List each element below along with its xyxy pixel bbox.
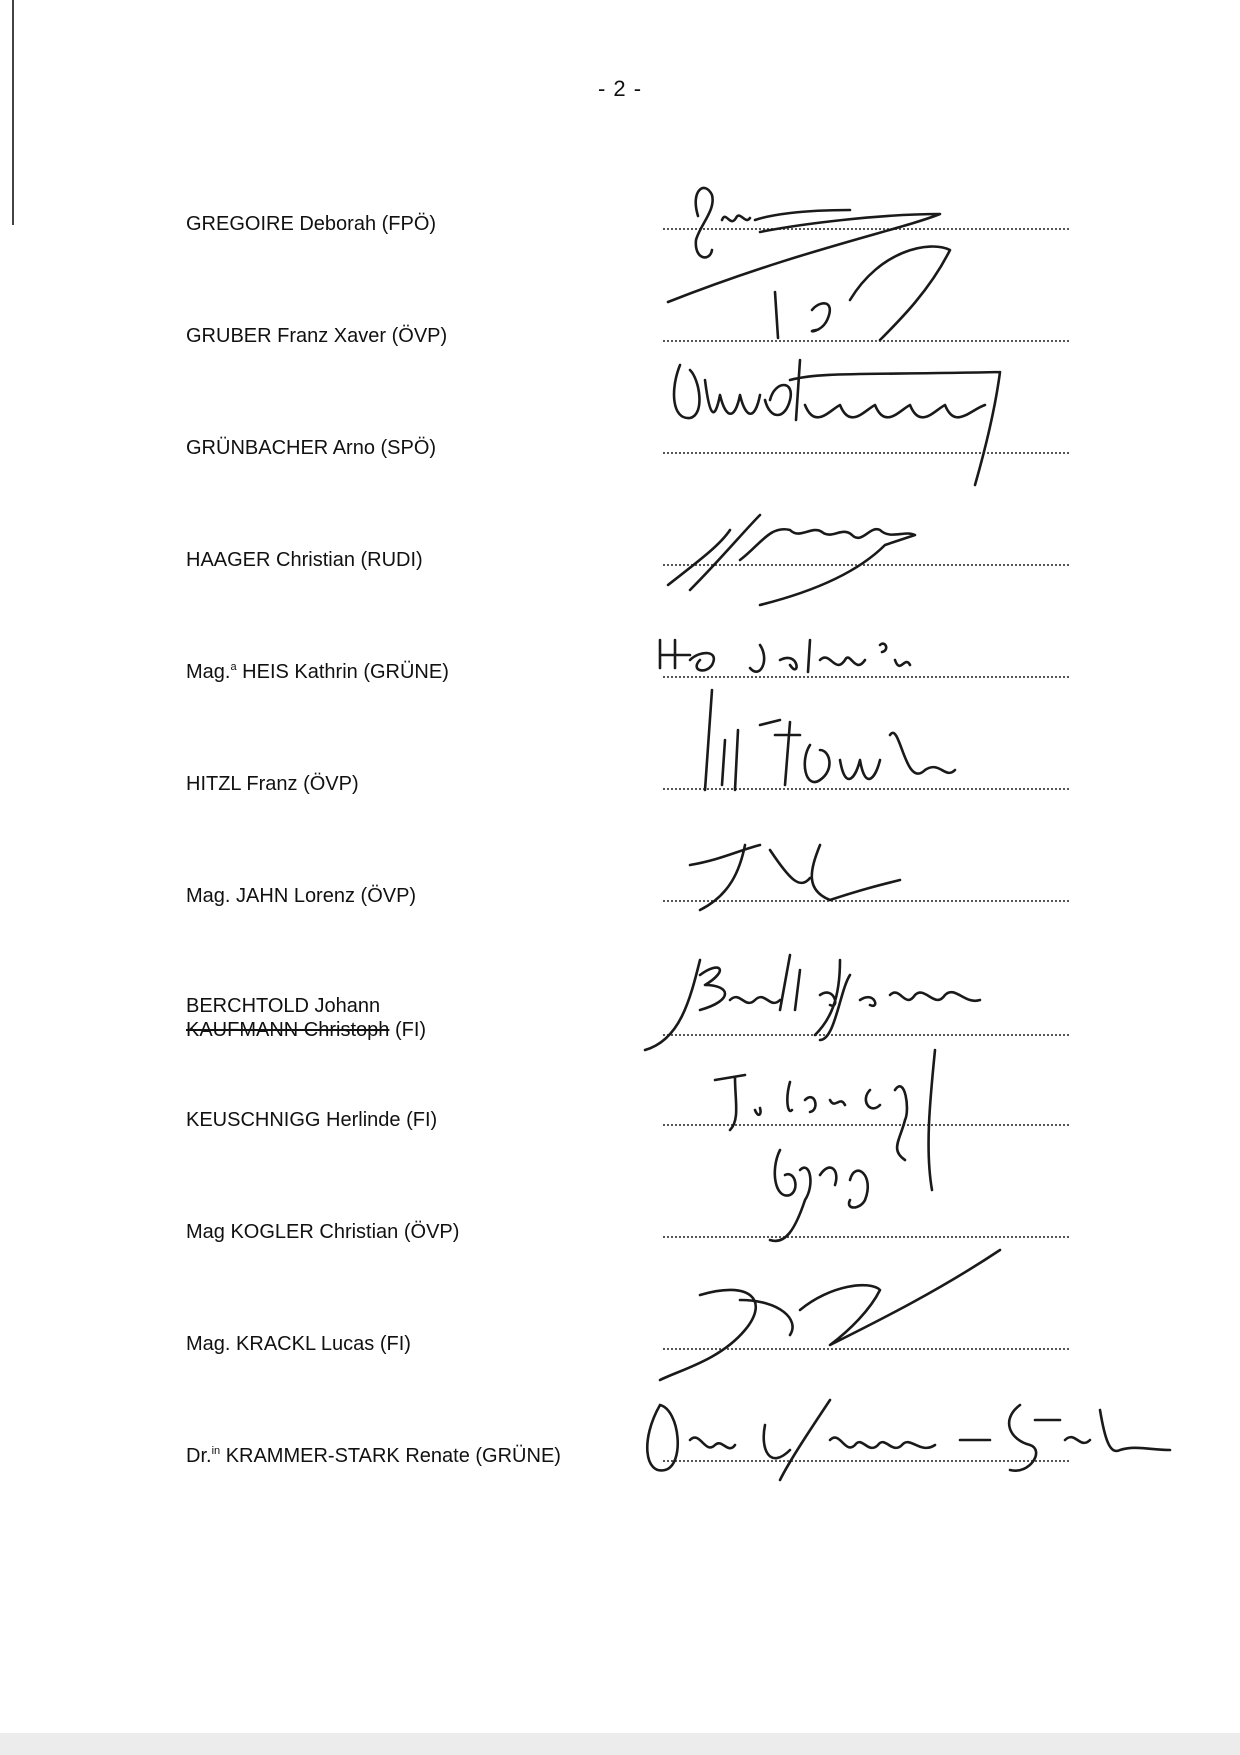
signatory-row [0, 196, 1240, 236]
signatory-name: Dr.$^{in}$ KRAMMER-STARK Renate (GRÜNE) [186, 1445, 561, 1467]
struck-name: KAUFMANN Christoph [186, 1019, 390, 1041]
signatory-row [0, 1204, 1240, 1244]
signatory-name: GRUBER Franz Xaver (ÖVP) [186, 325, 448, 347]
signatory-row [0, 756, 1240, 796]
signatory-row [0, 644, 1240, 684]
signatory-name: GRÜNBACHER Arno (SPÖ) [186, 437, 437, 459]
signature-line [663, 452, 1069, 454]
scan-edge-line [12, 0, 14, 225]
signature-krackl [660, 1250, 1000, 1380]
signatory-name: KEUSCHNIGG Herlinde (FI) [186, 1109, 438, 1131]
signatory-name: Mag. KRACKL Lucas (FI) [186, 1333, 411, 1355]
signatory-row [0, 1316, 1240, 1356]
signatory-name: Mag KOGLER Christian (ÖVP) [186, 1221, 460, 1243]
signature-line [663, 340, 1069, 342]
signatory-row [0, 420, 1240, 460]
scan-bottom-band [0, 1733, 1240, 1755]
signature-line [663, 788, 1069, 790]
signature-line [663, 900, 1069, 902]
signature-line [663, 228, 1069, 230]
signatory-row [0, 868, 1240, 908]
signatory-row [0, 970, 1240, 1041]
signatory-name: Mag.$^a$ HEIS Kathrin (GRÜNE) [186, 661, 449, 683]
signatory-name: HITZL Franz (ÖVP) [186, 773, 359, 795]
signatory-name: Mag. JAHN Lorenz (ÖVP) [186, 885, 417, 907]
signatory-name: BERCHTOLD Johann KAUFMANN Christoph (FI) [186, 995, 427, 1041]
signatory-row [0, 308, 1240, 348]
signature-line [663, 1348, 1069, 1350]
signatory-row [0, 1428, 1240, 1468]
signatory-name: HAAGER Christian (RUDI) [186, 549, 423, 571]
signature-line [663, 1460, 1069, 1462]
signature-line [663, 1124, 1069, 1126]
signature-line [663, 564, 1069, 566]
signatory-row [0, 1092, 1240, 1132]
signatory-name: GREGOIRE Deborah (FPÖ) [186, 213, 437, 235]
signature-line [663, 1236, 1069, 1238]
signature-line [663, 676, 1069, 678]
page-number: - 2 - [597, 76, 643, 101]
signature-line [663, 1034, 1069, 1036]
signatory-row [0, 532, 1240, 572]
